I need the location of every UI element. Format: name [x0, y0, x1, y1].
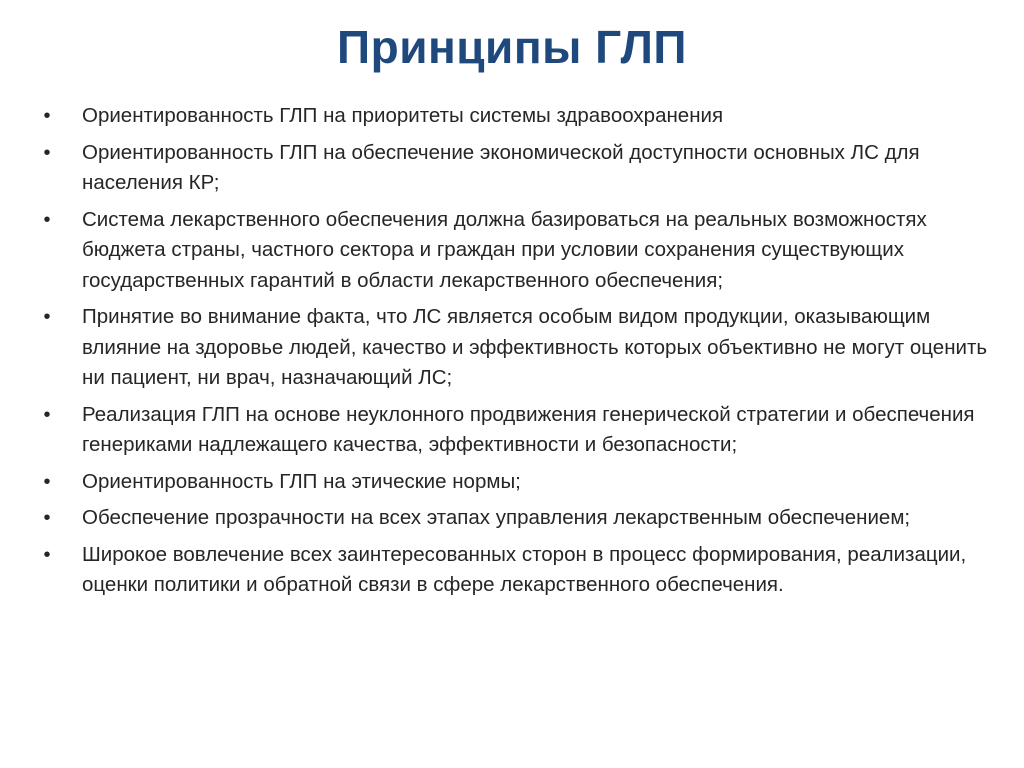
bullet-text: Ориентированность ГЛП на приоритеты системы здравоохранения: [82, 104, 724, 127]
bullet-text: Ориентированность ГЛП на обеспечение экономической доступности основных ЛС для населения КР;: [82, 140, 920, 194]
bullet-text: Ориентированность ГЛП на этические нормы;: [82, 469, 521, 493]
bullet-item: [40, 138, 990, 199]
bullet-dot-icon: •: [43, 141, 51, 164]
slide-title: Принципы ГЛП: [337, 21, 687, 73]
bullet-text: Обеспечение прозрачности на всех этапах управления лекарственным обеспечением;: [82, 506, 911, 529]
bullet-text: Широкое вовлечение всех заинтересованных сторон в процесс формирования, реализации, оценки политики и обратной связи в сфере лекарственного обеспечения.: [82, 542, 967, 596]
bullet-text: Система лекарственного обеспечения должна базироваться на реальных возможностях бюджета страны, частного сектора и граждан при условии сохранения существующих государственных гарантий в области лекарственного обеспечения;: [82, 207, 927, 292]
bullet-text: Принятие во внимание факта, что ЛС является особым видом продукции, оказывающим влияние на здоровье людей, качество и эффективность которых объективно не могут оценить ни пациент, ни врач, назначающий ЛС;: [82, 305, 988, 389]
bullet-item: [40, 467, 990, 498]
bullet-dot-icon: •: [43, 470, 51, 493]
bullet-item: [40, 101, 990, 132]
bullet-dot-icon: •: [43, 543, 51, 566]
bullet-list: [40, 101, 990, 607]
bullet-item: [40, 205, 990, 297]
bullet-item: [40, 503, 990, 534]
bullet-item: [40, 302, 990, 394]
bullet-dot-icon: •: [43, 507, 51, 529]
bullet-dot-icon: •: [43, 306, 51, 328]
bullet-dot-icon: •: [43, 208, 51, 231]
bullet-dot-icon: •: [43, 403, 51, 426]
bullet-item: [40, 540, 990, 601]
bullet-text: Реализация ГЛП на основе неуклонного продвижения генерической стратегии и обеспечения генериками надлежащего качества, эффективности и безопасности;: [82, 402, 975, 456]
bullet-item: [40, 400, 990, 461]
bullet-dot-icon: •: [43, 105, 51, 127]
